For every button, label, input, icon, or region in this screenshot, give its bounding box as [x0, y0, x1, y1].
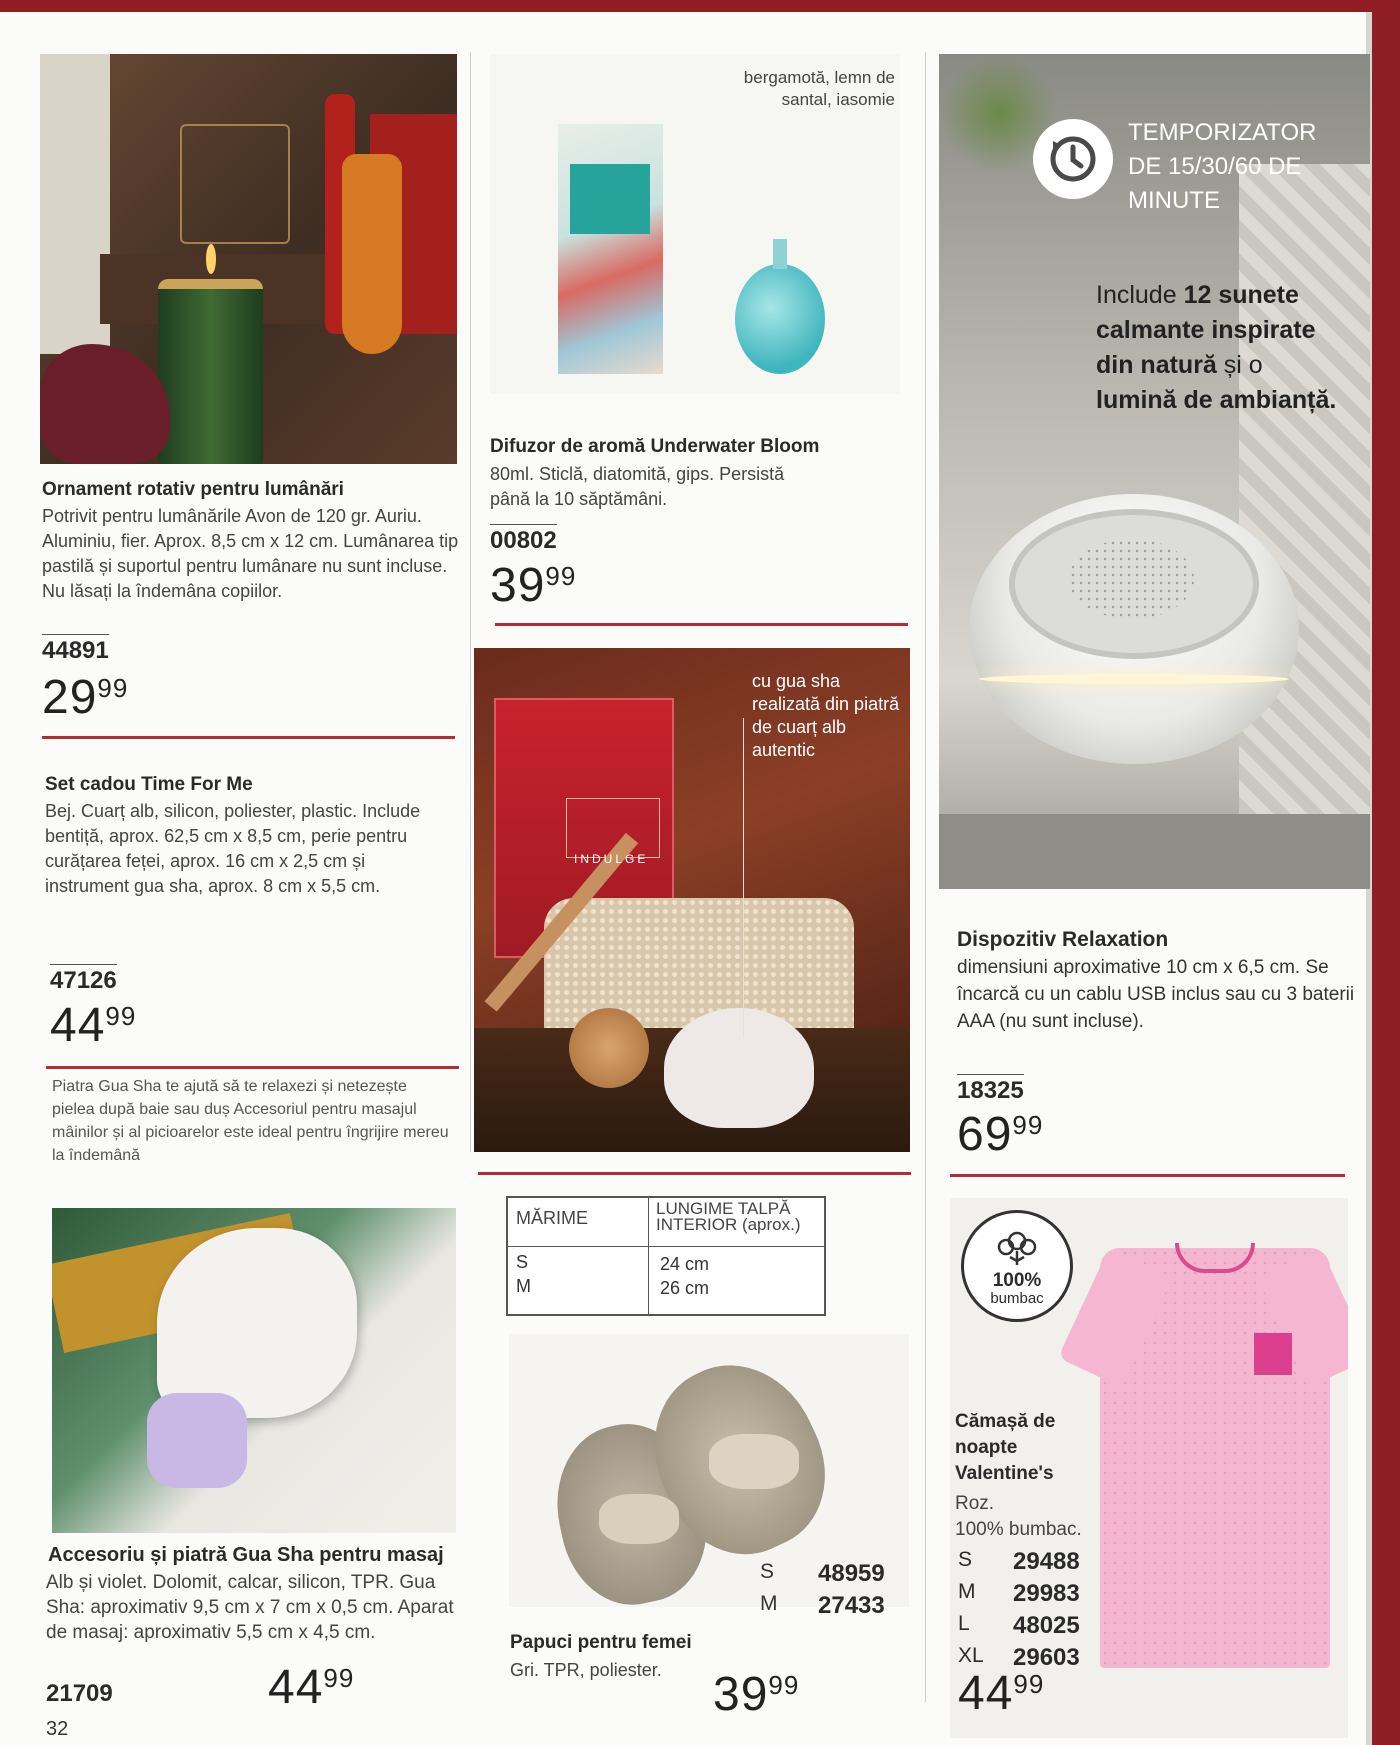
relaxation-description: dimensiuni aproximative 10 cm x 6,5 cm. Se încarcă cu un cablu USB inclus sau cu 3 baterii AAA (nu sunt incluse).	[957, 957, 1355, 1032]
diffuser-price: $39^{99}$	[490, 559, 577, 612]
page-number: 32	[46, 1718, 69, 1740]
nightgown-price: $44^{99}$	[958, 1667, 1045, 1720]
gua-sha-title: Accesoriu și piatră Gua Sha pentru masaj	[48, 1544, 444, 1566]
slipper-code-m: 27433	[818, 1592, 885, 1619]
diffuser-code: 00802	[490, 524, 557, 555]
gift-set-description: Bej. Cuarț alb, silicon, poliester, plastic. Include bentiță, aprox. 62,5 cm x 8,5 cm, perie pentru curățarea feței, aprox. 16 cm x 2,5 cm și instrument gua sha, aprox. 8 cm x 5,5 cm.	[45, 801, 421, 896]
diffuser-title: Difuzor de aromă Underwater Bloom	[490, 436, 820, 457]
slippers-title: Papuci pentru femei	[510, 1632, 692, 1653]
ornament-description: Potrivit pentru lumânările Avon de 120 gr. Auriu. Aluminiu, fier. Aprox. 8,5 cm x 12 cm. Lumânarea tip pastilă și suportul pentru lumânare nu sunt incluse. Nu lăsați la îndemâna copiilor.	[42, 506, 459, 601]
nightgown-color: Roz.	[955, 1493, 995, 1514]
gift-set-callout: cu gua sha realizată din piatră de cuarț alb autentic	[752, 671, 900, 760]
ornament-code: 44891	[42, 634, 109, 665]
size-header: MĂRIME	[516, 1208, 588, 1228]
relaxation-title: Dispozitiv Relaxation	[957, 928, 1169, 951]
timer-icon	[1033, 119, 1113, 199]
gift-box-label: INDULGE	[574, 852, 649, 866]
relaxation-feature: Include 12 sunete calmante inspirate din natură și o lumină de ambianță.	[1096, 281, 1337, 414]
relaxation-price: $69^{99}$	[957, 1108, 1044, 1161]
gua-sha-info: Piatra Gua Sha te ajută să te relaxezi și netezește pielea după baie sau duș Accesoriul pentru masajul mâinilor și al picioarelor este ideal pentru îngrijire mereu la îndemână	[52, 1078, 449, 1164]
gua-sha-description: Alb și violet. Dolomit, calcar, silicon, TPR. Gua Sha: aproximativ 9,5 cm x 7 cm x 0,5 cm. Aparat de masaj: aproximativ 5,5 cm x 4,5 cm.	[46, 1572, 454, 1643]
size-m: M	[516, 1276, 531, 1296]
diffuser-scent-note: bergamotă, lemn de santal, iasomie	[743, 68, 895, 109]
gift-set-image-rule	[478, 1172, 911, 1175]
diffuser-rule	[495, 623, 908, 626]
gua-sha-code: 21709	[46, 1680, 113, 1707]
nightgown-title: Cămașă de noapte Valentine's	[955, 1411, 1056, 1484]
length-s: 24 cm	[660, 1254, 710, 1274]
ornament-rule	[42, 736, 455, 739]
ornament-image	[40, 54, 457, 464]
length-m: 26 cm	[660, 1278, 710, 1298]
relaxation-code: 18325	[957, 1074, 1024, 1105]
column-divider	[925, 52, 926, 1702]
nightgown-code-l: 48025	[1013, 1612, 1080, 1639]
slipper-code-s: 48959	[818, 1560, 885, 1587]
slipper-size-s: S	[760, 1560, 775, 1583]
slippers-price: $39^{99}$	[713, 1668, 800, 1721]
gua-sha-price: $44^{99}$	[268, 1661, 355, 1714]
nightgown-code-s: 29488	[1013, 1548, 1080, 1575]
cotton-pct: 100%	[992, 1270, 1042, 1291]
cotton-label: bumbac	[990, 1290, 1044, 1307]
cotton-icon	[992, 1227, 1042, 1267]
gift-set-rule	[46, 1066, 459, 1069]
nightgown-size-s: S	[958, 1548, 973, 1571]
nightgown-size-m: M	[958, 1580, 976, 1603]
catalog-page	[0, 12, 1372, 1745]
nightgown-material: 100% bumbac.	[955, 1519, 1082, 1540]
nightgown-size-l: L	[958, 1612, 970, 1635]
gift-set-price: $44^{99}$	[50, 999, 137, 1052]
nightgown-code-xl: 29603	[1013, 1644, 1080, 1671]
gua-sha-image	[52, 1208, 456, 1533]
ornament-title: Ornament rotativ pentru lumânări	[42, 479, 344, 500]
timer-badge: TEMPORIZATOR DE 15/30/60 DE MINUTE	[1128, 119, 1317, 214]
nightgown-code-m: 29983	[1013, 1580, 1080, 1607]
length-header: LUNGIME TALPĂ INTERIOR (aprox.)	[656, 1199, 801, 1234]
gift-set-title: Set cadou Time For Me	[45, 774, 253, 795]
column-divider	[470, 52, 471, 1152]
cotton-badge	[961, 1210, 1073, 1322]
slippers-description: Gri. TPR, poliester.	[510, 1660, 662, 1680]
size-table	[506, 1196, 826, 1316]
slipper-size-m: M	[760, 1592, 778, 1615]
nightgown-size-xl: XL	[958, 1644, 984, 1667]
gift-set-code: 47126	[50, 964, 117, 995]
relaxation-rule	[950, 1174, 1345, 1177]
diffuser-description: 80ml. Sticlă, diatomită, gips. Persistă până la 10 săptămâni.	[490, 464, 785, 509]
ornament-price: $29^{99}$	[42, 671, 129, 724]
size-s: S	[516, 1252, 529, 1272]
